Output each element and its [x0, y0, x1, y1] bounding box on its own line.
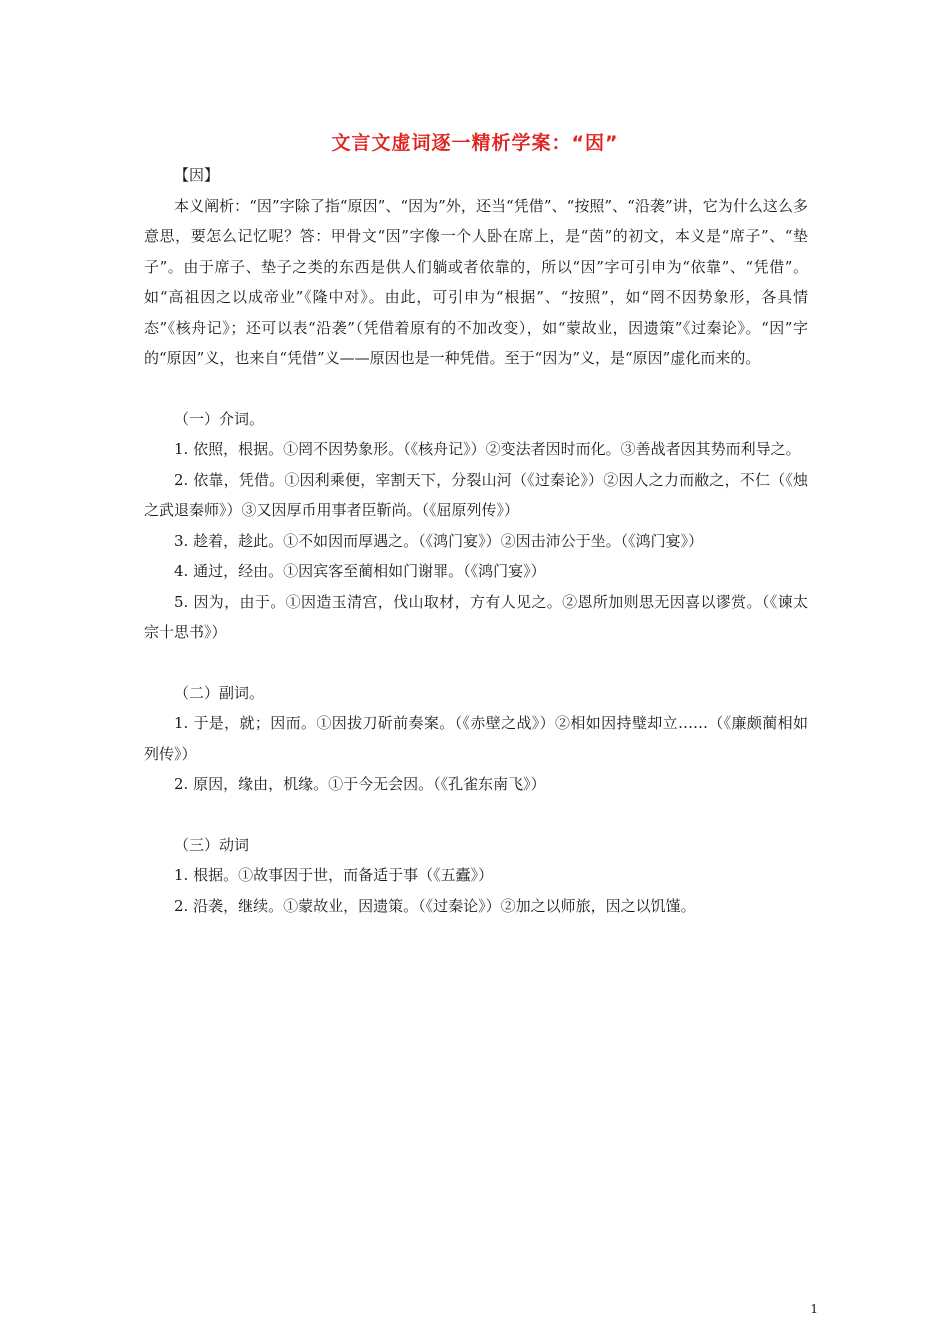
- section-heading-adverbs: （二）副词。: [174, 683, 265, 702]
- section-heading-verbs: （三）动词: [174, 835, 250, 854]
- list-item: 1. 依照，根据。①罔不因势象形。（《核舟记》）②变法者因时而化。③善战者因其势而利导之。: [174, 440, 801, 458]
- spacer: [144, 374, 808, 404]
- page-number: 1: [810, 1302, 818, 1316]
- spacer: [144, 648, 808, 678]
- list-item: 5. 因为，由于。①因造玉清宫，伐山取材，方有人见之。②恩所加则思无因喜以谬赏。（《谏太宗十思书》）: [144, 592, 808, 641]
- list-item: 2. 原因，缘由，机缘。①于今无会因。（《孔雀东南飞》）: [174, 775, 546, 793]
- intro-paragraph: 本义阐析：“因”字除了指“原因”、“因为”外，还当“凭借”、“按照”、“沿袭”讲，它为什么这么多意思，要怎么记忆呢？答：甲骨文“因”字像一个人卧在席上，是“茵”的初文，本义是“席子”、“垫子”。由于席子、垫子之类的东西是供人们躺或者依靠的，所以“因”字可引申为“依靠”、“凭借”。如“高祖因之以成帝业”《隆中对》。由此，可引申为“根据”、“按照”，如“罔不因势象形，各具情态”《核舟记》；还可以表“沿袭”（凭借着原有的不加改变），如“蒙故业，因遗策”《过秦论》。“因”字的“原因”义，也来自“凭借”义——原因也是一种凭借。至于“因为”义，是“原因”虚化而来的。: [144, 196, 808, 367]
- list-item: 1. 于是，就；因而。①因拔刀斫前奏案。（《赤壁之战》）②相如因持璧却立……（《廉颇蔺相如列传》）: [144, 714, 808, 763]
- list-item: 4. 通过，经由。①因宾客至蔺相如门谢罪。（《鸿门宴》）: [174, 562, 546, 580]
- list-item: 3. 趁着，趁此。①不如因而厚遇之。（《鸿门宴》）②因击沛公于坐。（《鸿门宴》）: [174, 531, 704, 550]
- spacer: [144, 800, 808, 830]
- list-item: 1. 根据。①故事因于世，而备适于事（《五蠹》）: [174, 866, 494, 884]
- list-item: 2. 依靠，凭借。①因利乘便，宰割天下，分裂山河（《过秦论》）②因人之力而敝之，不仁（《烛之武退秦师》）③又因厚币用事者臣靳尚。（《屈原列传》）: [144, 470, 808, 519]
- document-body: [144, 160, 808, 921]
- document-title: 文言文虚词逐一精析学案：“因”: [331, 132, 619, 154]
- header-tag: 【因】: [174, 166, 220, 184]
- list-item: 2. 沿袭，继续。①蒙故业，因遗策。（《过秦论》）②加之以师旅，因之以饥馑。: [174, 896, 696, 915]
- section-heading-prepositions: （一）介词。: [174, 409, 265, 428]
